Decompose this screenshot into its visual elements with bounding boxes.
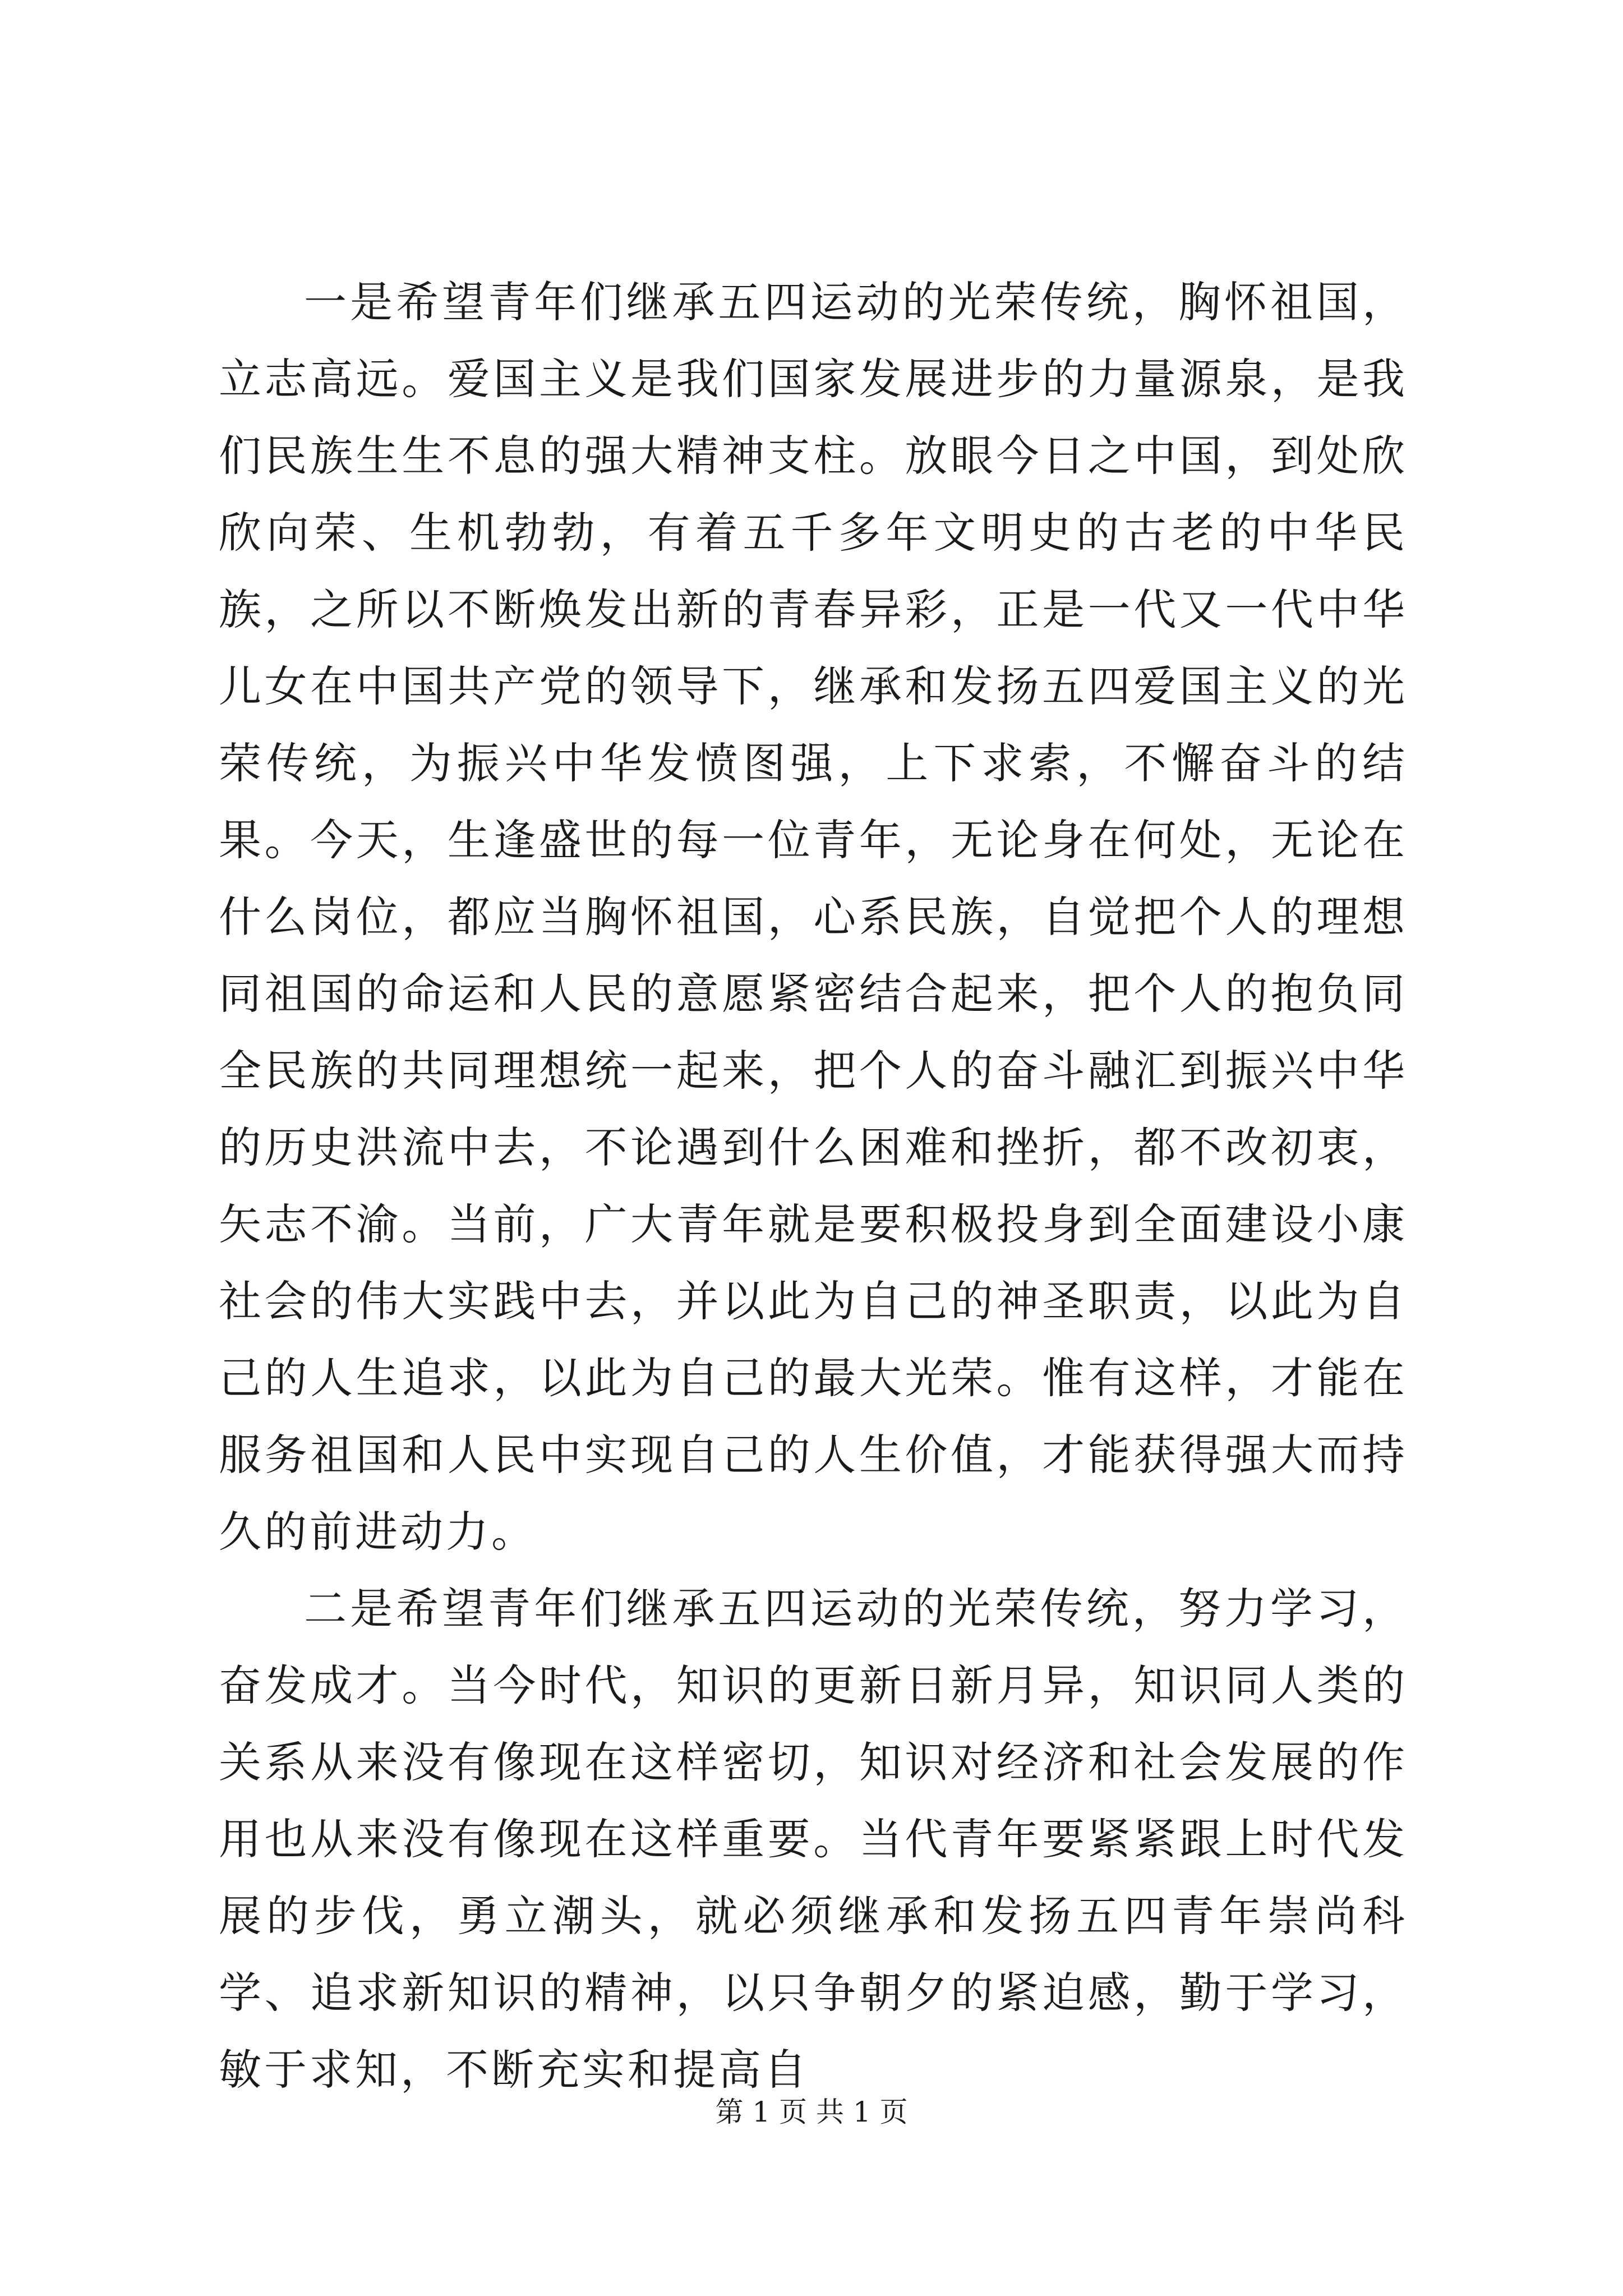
page-footer: 第 1 页 共 1 页 <box>715 2096 908 2128</box>
paragraph-1: 一是希望青年们继承五四运动的光荣传统，胸怀祖国，立志高远。爱国主义是我们国家发展进步的力量源泉，是我们民族生生不息的强大精神支柱。放眼今日之中国，到处欣欣向荣、生机勃勃，有着五千多年文明史的古老的中华民族，之所以不断焕发出新的青春异彩，正是一代又一代中华儿女在中国共产党的领导下，继承和发扬五四爱国主义的光荣传统，为振兴中华发愤图强，上下求索，不懈奋斗的结果。今天，生逢盛世的每一位青年，无论身在何处，无论在什么岗位，都应当胸怀祖国，心系民族，自觉把个人的理想同祖国的命运和人民的意愿紧密结合起来，把个人的抱负同全民族的共同理想统一起来，把个人的奋斗融汇到振兴中华的历史洪流中去，不论遇到什么困难和挫折，都不改初衷，矢志不渝。当前，广大青年就是要积极投身到全面建设小康社会的伟大实践中去，并以此为自己的神圣职责，以此为自己的人生追求，以此为自己的最大光荣。惟有这样，才能在服务祖国和人民中实现自己的人生价值，才能获得强大而持久的前进动力。 <box>219 277 1408 1557</box>
paragraph-2: 二是希望青年们继承五四运动的光荣传统，努力学习，奋发成才。当今时代，知识的更新日新月异，知识同人类的关系从来没有像现在这样密切，知识对经济和社会发展的作用也从来没有像现在这样重要。当代青年要紧紧跟上时代发展的步伐，勇立潮头，就必须继承和发扬五四青年崇尚科学、追求新知识的精神，以只争朝夕的紧迫感，勤于学习，敏于求知，不断充实和提高自 <box>219 1584 1408 2095</box>
document-body <box>219 264 1408 2108</box>
